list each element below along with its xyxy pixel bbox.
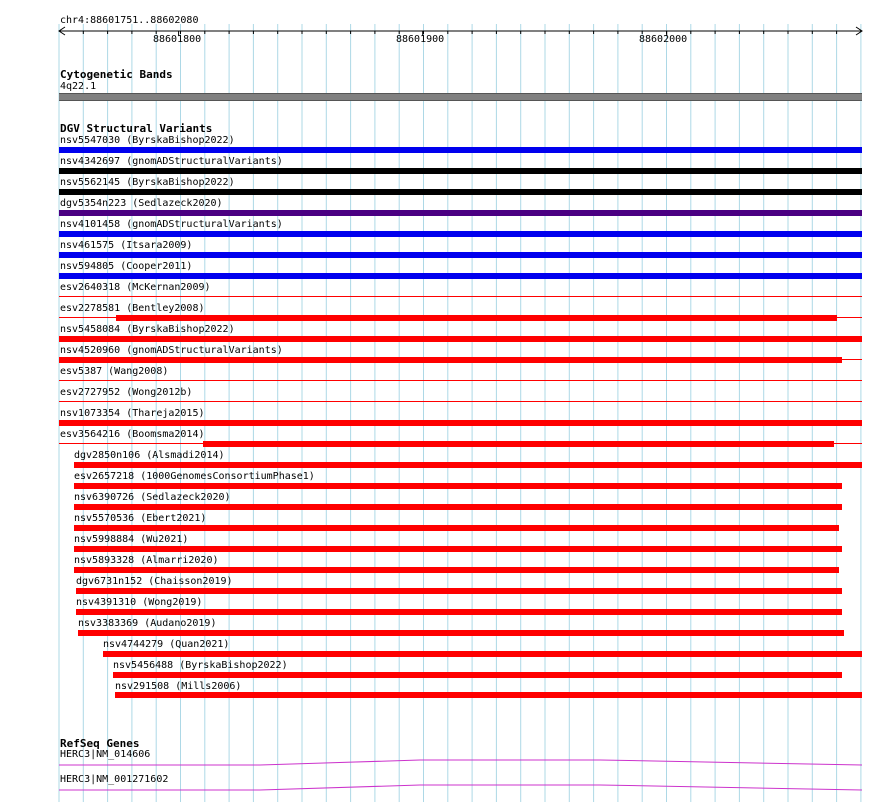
variant-label: nsv594805 (Cooper2011) — [60, 261, 193, 272]
variant-label: nsv5456488 (ByrskaBishop2022) — [113, 660, 288, 671]
variant-label: esv2727952 (Wong2012b) — [60, 387, 193, 398]
variant-label: nsv4342697 (gnomADStructuralVariants) — [60, 156, 283, 167]
variant-label: nsv4520960 (gnomADStructuralVariants) — [60, 345, 283, 356]
variant-bar[interactable] — [74, 462, 862, 468]
variant-label: esv3564216 (Boomsma2014) — [60, 429, 205, 440]
variant-bar[interactable] — [59, 357, 842, 363]
variant-bar[interactable] — [74, 525, 839, 531]
variant-label: nsv5570536 (Ebert2021) — [74, 513, 207, 524]
dgv-track-title: DGV Structural Variants — [60, 122, 213, 135]
variant-bar[interactable] — [103, 651, 862, 657]
variant-label: dgv2850n106 (Alsmadi2014) — [74, 450, 225, 461]
ruler-tick-label: 88601900 — [396, 34, 445, 45]
variant-line — [59, 401, 862, 402]
variant-bar[interactable] — [59, 252, 862, 258]
variant-label: esv5387 (Wang2008) — [60, 366, 169, 377]
variant-label: nsv461575 (Itsara2009) — [60, 240, 193, 251]
variant-bar[interactable] — [74, 546, 842, 552]
variant-bar[interactable] — [78, 630, 844, 636]
variant-bar[interactable] — [74, 504, 842, 510]
variant-label: nsv5893328 (Almarri2020) — [74, 555, 219, 566]
variant-label: nsv291508 (Mills2006) — [115, 681, 242, 692]
gene-label: HERC3|NM_001271602 — [60, 774, 169, 785]
variant-bar[interactable] — [113, 672, 842, 678]
variant-label: nsv4101458 (gnomADStructuralVariants) — [60, 219, 283, 230]
variant-line — [59, 296, 862, 297]
variant-bar[interactable] — [74, 567, 839, 573]
variant-label: nsv5998884 (Wu2021) — [74, 534, 189, 545]
variant-bar[interactable] — [76, 609, 842, 615]
variant-bar[interactable] — [59, 210, 862, 216]
variant-label: nsv5562145 (ByrskaBishop2022) — [60, 177, 235, 188]
cytoband-track-title: Cytogenetic Bands — [60, 68, 173, 81]
variant-label: dgv6731n152 (Chaisson2019) — [76, 576, 233, 587]
variant-label: nsv4391310 (Wong2019) — [76, 597, 203, 608]
gene-label: HERC3|NM_014606 — [60, 749, 151, 760]
variant-label: esv2640318 (McKernan2009) — [60, 282, 211, 293]
variant-bar[interactable] — [74, 483, 842, 489]
variant-label: nsv5547030 (ByrskaBishop2022) — [60, 135, 235, 146]
variant-bar[interactable] — [203, 441, 834, 447]
variant-label: esv2657218 (1000GenomesConsortiumPhase1) — [74, 471, 315, 482]
variant-bar[interactable] — [76, 588, 842, 594]
variant-line — [59, 380, 862, 381]
ruler-tick-label: 88601800 — [153, 34, 202, 45]
variant-label: esv2278581 (Bentley2008) — [60, 303, 205, 314]
cytoband-bar[interactable] — [59, 93, 862, 101]
variant-label: nsv4744279 (Quan2021) — [103, 639, 230, 650]
gene-intron-line[interactable] — [0, 783, 890, 793]
refseq-track-title: RefSeq Genes — [60, 737, 140, 750]
locus-label: chr4:88601751..88602080 — [60, 15, 199, 26]
variant-bar[interactable] — [59, 420, 862, 426]
variant-bar[interactable] — [59, 147, 862, 153]
cytoband-label: 4q22.1 — [60, 81, 97, 92]
gene-intron-line[interactable] — [0, 758, 890, 768]
variant-bar[interactable] — [115, 692, 862, 698]
variant-label: nsv6390726 (Sedlazeck2020) — [74, 492, 231, 503]
ruler[interactable] — [0, 24, 890, 54]
variant-label: nsv5458084 (ByrskaBishop2022) — [60, 324, 235, 335]
variant-label: nsv3383369 (Audano2019) — [78, 618, 217, 629]
variant-bar[interactable] — [59, 189, 862, 195]
variant-bar[interactable] — [59, 168, 862, 174]
variant-bar[interactable] — [59, 336, 862, 342]
variant-label: nsv1073354 (Thareja2015) — [60, 408, 205, 419]
ruler-tick-label: 88602000 — [639, 34, 688, 45]
variant-label: dgv5354n223 (Sedlazeck2020) — [60, 198, 223, 209]
variant-bar[interactable] — [116, 315, 837, 321]
variant-bar[interactable] — [59, 231, 862, 237]
variant-bar[interactable] — [59, 273, 862, 279]
